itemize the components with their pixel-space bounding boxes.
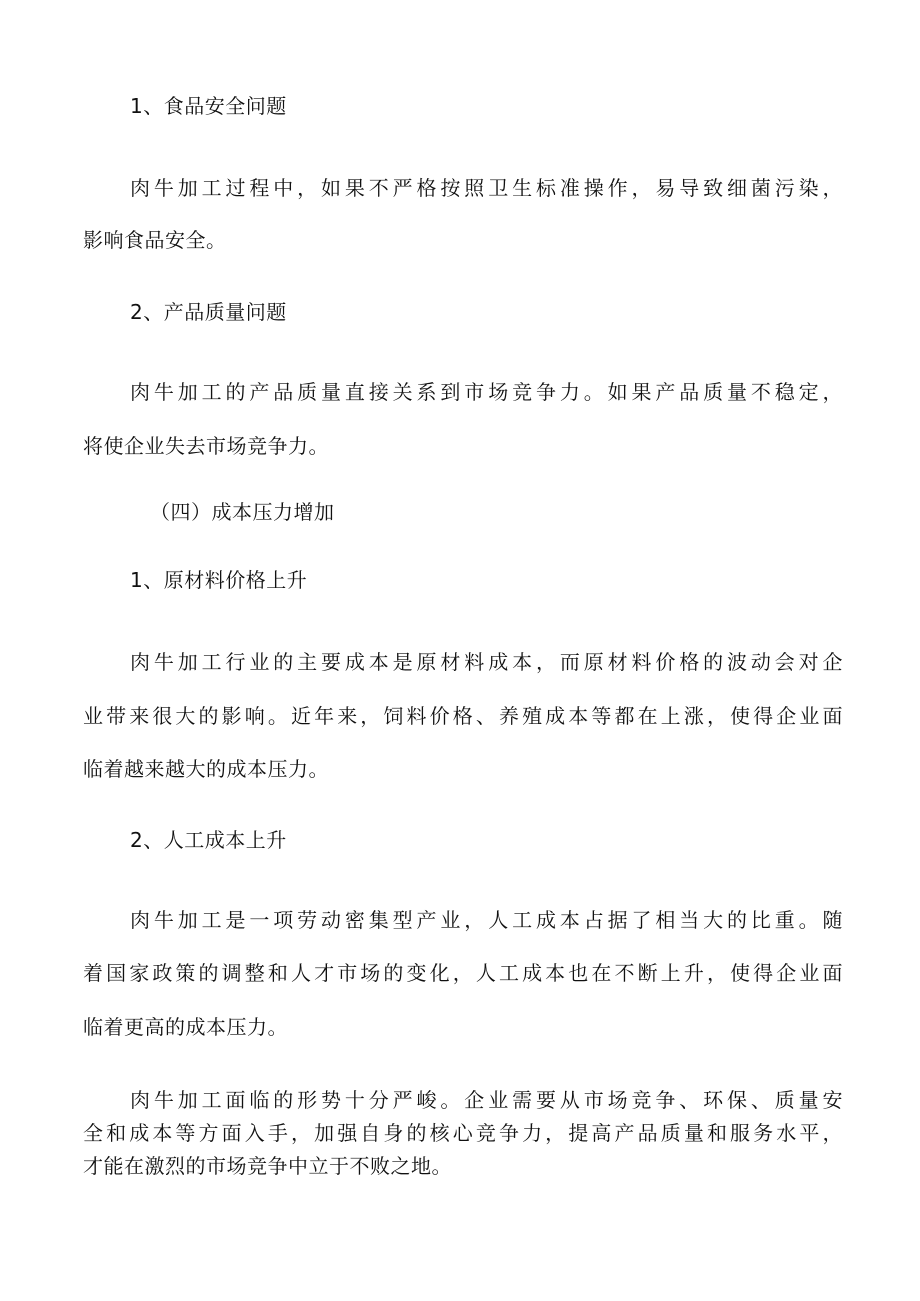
paragraph-line: 影响食品安全。 xyxy=(83,228,227,252)
paragraph-line: 全和成本等方面入手，加强自身的核心竞争力，提高产品质量和服务水平， xyxy=(83,1121,843,1145)
heading-product-quality: 2、产品质量问题 xyxy=(130,300,287,324)
heading-labor-cost: 2、人工成本上升 xyxy=(130,828,287,852)
paragraph-line: 着国家政策的调整和人才市场的变化，人工成本也在不断上升，使得企业面 xyxy=(83,961,843,985)
paragraph-line: 肉牛加工过程中，如果不严格按照卫生标准操作，易导致细菌污染， xyxy=(130,176,843,200)
paragraph-line: 肉牛加工的产品质量直接关系到市场竞争力。如果产品质量不稳定， xyxy=(130,380,843,404)
paragraph-line: 将使企业失去市场竞争力。 xyxy=(83,434,329,458)
paragraph-line: 肉牛加工面临的形势十分严峻。企业需要从市场竞争、环保、质量安 xyxy=(130,1088,843,1112)
paragraph-line: 才能在激烈的市场竞争中立于不败之地。 xyxy=(83,1154,452,1178)
heading-cost-pressure: （四）成本压力增加 xyxy=(150,500,335,524)
paragraph-line: 业带来很大的影响。近年来，饲料价格、养殖成本等都在上涨，使得企业面 xyxy=(83,704,843,728)
heading-raw-material: 1、原材料价格上升 xyxy=(130,568,308,592)
paragraph-line: 临着更高的成本压力。 xyxy=(83,1015,288,1039)
paragraph-line: 肉牛加工是一项劳动密集型产业，人工成本占据了相当大的比重。随 xyxy=(130,908,843,932)
paragraph-line: 肉牛加工行业的主要成本是原材料成本，而原材料价格的波动会对企 xyxy=(130,650,843,674)
heading-food-safety: 1、食品安全问题 xyxy=(130,94,287,118)
paragraph-line: 临着越来越大的成本压力。 xyxy=(83,757,329,781)
